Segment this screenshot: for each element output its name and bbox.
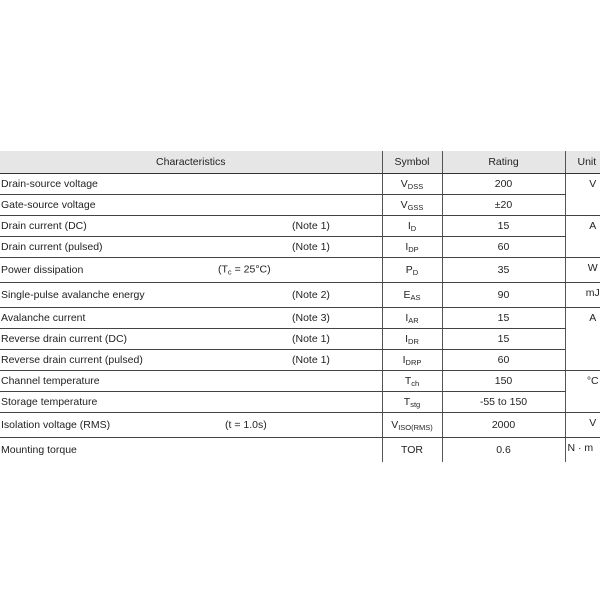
unit-cell: V [565, 174, 600, 216]
characteristic-cell [0, 438, 382, 463]
characteristic-cell [0, 413, 382, 438]
symbol-cell [382, 371, 442, 392]
header-characteristics: Characteristics [0, 151, 382, 174]
rating-cell: 90 [442, 283, 565, 308]
characteristic-label: Storage temperature [1, 396, 98, 408]
symbol-cell [382, 392, 442, 413]
symbol-subscript: GSS [407, 202, 424, 212]
note-label: (Note 1) [292, 354, 330, 366]
table-row [0, 392, 600, 413]
characteristic-label: Drain current (pulsed) [1, 241, 103, 253]
symbol-cell [382, 283, 442, 308]
note-label: (Note 3) [292, 312, 330, 324]
note-label: (Note 2) [292, 289, 330, 301]
symbol-subscript: D [410, 223, 417, 233]
rating-cell: 15 [442, 308, 565, 329]
characteristic-label: Single-pulse avalanche energy [1, 289, 145, 301]
symbol-main: TOR [401, 443, 423, 456]
unit-cell: °C [565, 371, 600, 413]
characteristic-label: Channel temperature [1, 375, 100, 387]
rating-cell: 60 [442, 237, 565, 258]
characteristic-cell [0, 350, 382, 371]
rating-cell: 0.6 [442, 438, 565, 463]
condition-label: (t = 1.0s) [225, 419, 267, 431]
symbol-cell [382, 237, 442, 258]
table-row [0, 438, 600, 463]
rating-cell: 150 [442, 371, 565, 392]
symbol-main: V [391, 418, 399, 431]
rating-cell: 200 [442, 174, 565, 195]
rating-cell: 35 [442, 258, 565, 283]
unit-cell: A [565, 216, 600, 258]
condition-suffix: = 25°C) [231, 263, 271, 276]
table-row [0, 413, 600, 438]
table-row [0, 174, 600, 195]
symbol-main: V [400, 198, 408, 211]
characteristic-label: Power dissipation [1, 264, 84, 276]
table-row [0, 258, 600, 283]
symbol-cell [382, 438, 442, 463]
characteristic-cell [0, 258, 382, 283]
characteristic-label: Mounting torque [1, 444, 77, 456]
note-label: (Note 1) [292, 241, 330, 253]
characteristic-cell [0, 237, 382, 258]
table-row [0, 283, 600, 308]
note-label: (Note 1) [292, 220, 330, 232]
symbol-subscript: AR [408, 315, 419, 325]
symbol-main: T [404, 374, 412, 387]
header-row [0, 151, 600, 174]
characteristic-label: Isolation voltage (RMS) [1, 419, 111, 431]
symbol-cell [382, 350, 442, 371]
symbol-cell [382, 216, 442, 237]
characteristic-cell [0, 371, 382, 392]
header-unit: Unit [565, 151, 600, 174]
symbol-main: I [405, 332, 409, 345]
symbol-subscript: DP [408, 244, 419, 254]
characteristic-cell [0, 174, 382, 195]
header-rating: Rating [442, 151, 565, 174]
symbol-main: E [403, 288, 411, 301]
characteristic-label: Gate-source voltage [1, 199, 96, 211]
table-row [0, 216, 600, 237]
unit-cell: V [565, 413, 600, 438]
characteristic-cell [0, 392, 382, 413]
header-symbol: Symbol [382, 151, 442, 174]
table-row [0, 350, 600, 371]
rating-cell: 2000 [442, 413, 565, 438]
unit-cell: N · m [565, 438, 600, 463]
symbol-main: T [403, 395, 411, 408]
symbol-main: V [400, 177, 408, 190]
rating-cell: -55 to 150 [442, 392, 565, 413]
condition-prefix: (T [218, 263, 228, 276]
characteristic-label: Drain current (DC) [1, 220, 87, 232]
symbol-cell [382, 195, 442, 216]
table-row [0, 195, 600, 216]
symbol-main: I [407, 219, 411, 232]
condition-subscript: c [227, 267, 232, 277]
characteristic-cell [0, 195, 382, 216]
condition-label [218, 264, 271, 277]
symbol-subscript: DSS [407, 181, 424, 191]
table-row [0, 329, 600, 350]
symbol-cell [382, 413, 442, 438]
characteristic-cell [0, 283, 382, 308]
symbol-subscript: D [412, 267, 419, 277]
symbol-cell [382, 258, 442, 283]
symbol-cell [382, 308, 442, 329]
symbol-cell [382, 329, 442, 350]
rating-cell: 60 [442, 350, 565, 371]
rating-cell: 15 [442, 216, 565, 237]
characteristic-label: Reverse drain current (pulsed) [1, 354, 143, 366]
unit-cell: mJ [565, 283, 600, 308]
rating-cell: 15 [442, 329, 565, 350]
symbol-subscript: ch [411, 378, 420, 388]
rating-cell: ±20 [442, 195, 565, 216]
note-label: (Note 1) [292, 333, 330, 345]
characteristic-cell [0, 308, 382, 329]
unit-cell: A [565, 308, 600, 371]
characteristic-label: Reverse drain current (DC) [1, 333, 128, 345]
absolute-maximum-ratings-table [0, 151, 600, 462]
symbol-subscript: AS [410, 292, 421, 302]
symbol-cell [382, 174, 442, 195]
symbol-subscript: stg [410, 399, 421, 409]
characteristic-cell [0, 216, 382, 237]
characteristic-label: Avalanche current [1, 312, 86, 324]
characteristic-label: Drain-source voltage [1, 178, 98, 190]
symbol-subscript: DR [408, 336, 419, 346]
symbol-subscript: ISO(RMS) [398, 422, 433, 432]
symbol-main: I [402, 353, 406, 366]
table-row [0, 371, 600, 392]
symbol-main: I [405, 240, 409, 253]
symbol-subscript: DRP [405, 357, 422, 367]
unit-cell: W [565, 258, 600, 283]
table-row [0, 308, 600, 329]
symbol-main: P [405, 263, 413, 276]
characteristic-cell [0, 329, 382, 350]
symbol-main: I [405, 311, 409, 324]
table-row [0, 237, 600, 258]
